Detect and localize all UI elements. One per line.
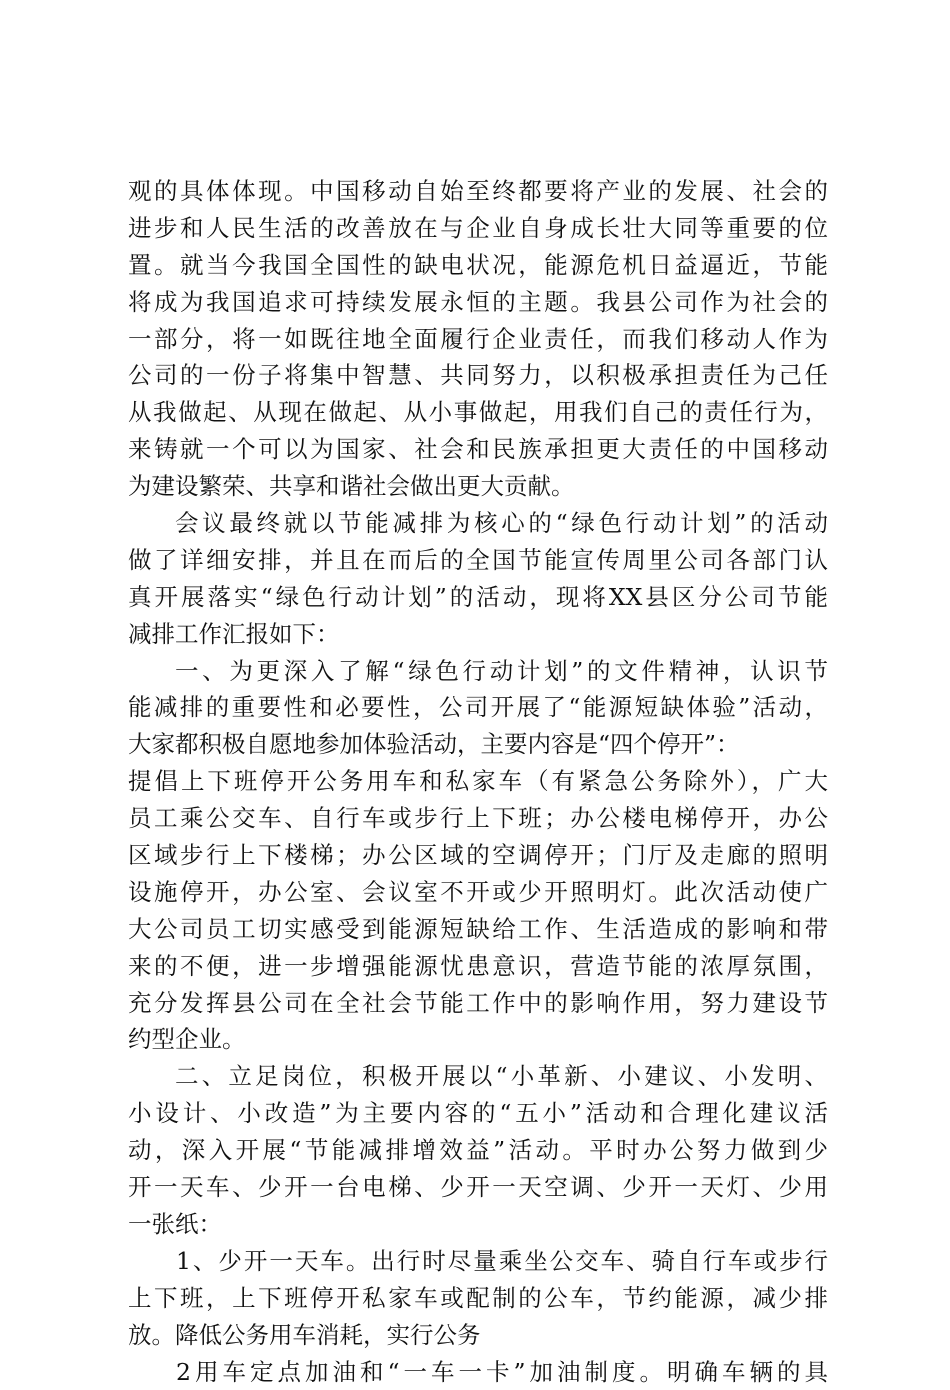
text-line: 大公司员工切实感受到能源短缺给工作、生活造成的影响和带 [128, 911, 828, 948]
text-line: 区域步行上下楼梯；办公区域的空调停开；门厅及走廊的照明 [128, 837, 828, 874]
paragraph-first-line: 二、立足岗位，积极开展以“小革新、小建议、小发明、 [128, 1058, 828, 1095]
text-line: 提倡上下班停开公务用车和私家车（有紧急公务除外），广大 [128, 763, 828, 800]
paragraph-first-line: 会议最终就以节能减排为核心的“绿色行动计划”的活动 [128, 505, 828, 542]
text-line: 进步和人民生活的改善放在与企业自身成长壮大同等重要的位 [128, 210, 828, 247]
text-line: 能减排的重要性和必要性，公司开展了“能源短缺体验”活动， [128, 689, 828, 726]
text-line: 一张纸： [128, 1206, 828, 1243]
text-line: 动，深入开展“节能减排增效益”活动。平时办公努力做到少 [128, 1132, 828, 1169]
document-body [128, 173, 828, 1390]
text-line: 开一天车、少开一台电梯、少开一天空调、少开一天灯、少用 [128, 1169, 828, 1206]
text-line: 为建设繁荣、共享和谐社会做出更大贡献。 [128, 468, 828, 505]
text-line: 置。就当今我国全国性的缺电状况，能源危机日益逼近，节能 [128, 247, 828, 284]
text-line: 公司的一份子将集中智慧、共同努力，以积极承担责任为己任 [128, 357, 828, 394]
text-line: 员工乘公交车、自行车或步行上下班；办公楼电梯停开，办公 [128, 800, 828, 837]
text-line: 将成为我国追求可持续发展永恒的主题。我县公司作为社会的 [128, 284, 828, 321]
text-line: 真开展落实“绿色行动计划”的活动，现将XX县区分公司节能 [128, 579, 828, 616]
text-line: 做了详细安排，并且在而后的全国节能宣传周里公司各部门认 [128, 542, 828, 579]
paragraph-first-line: 一、为更深入了解“绿色行动计划”的文件精神，认识节 [128, 653, 828, 690]
text-line: 充分发挥县公司在全社会节能工作中的影响作用，努力建设节 [128, 985, 828, 1022]
paragraph-first-line: 2用车定点加油和“一车一卡”加油制度。明确车辆的具 [128, 1354, 828, 1390]
text-line: 从我做起、从现在做起、从小事做起，用我们自己的责任行为， [128, 394, 828, 431]
text-line: 小设计、小改造”为主要内容的“五小”活动和合理化建议活 [128, 1095, 828, 1132]
paragraph-first-line: 1、少开一天车。出行时尽量乘坐公交车、骑自行车或步行 [128, 1243, 828, 1280]
text-line: 观的具体体现。中国移动自始至终都要将产业的发展、社会的 [128, 173, 828, 210]
text-line: 来铸就一个可以为国家、社会和民族承担更大责任的中国移动 [128, 431, 828, 468]
text-line: 大家都积极自愿地参加体验活动，主要内容是“四个停开”： [128, 726, 828, 763]
text-line: 一部分，将一如既往地全面履行企业责任，而我们移动人作为 [128, 321, 828, 358]
text-line: 约型企业。 [128, 1021, 828, 1058]
text-line: 上下班，上下班停开私家车或配制的公车，节约能源，减少排 [128, 1280, 828, 1317]
text-line: 设施停开，办公室、会议室不开或少开照明灯。此次活动使广 [128, 874, 828, 911]
text-line: 减排工作汇报如下： [128, 616, 828, 653]
text-line: 放。降低公务用车消耗，实行公务 [128, 1317, 828, 1354]
text-line: 来的不便，进一步增强能源忧患意识，营造节能的浓厚氛围， [128, 948, 828, 985]
